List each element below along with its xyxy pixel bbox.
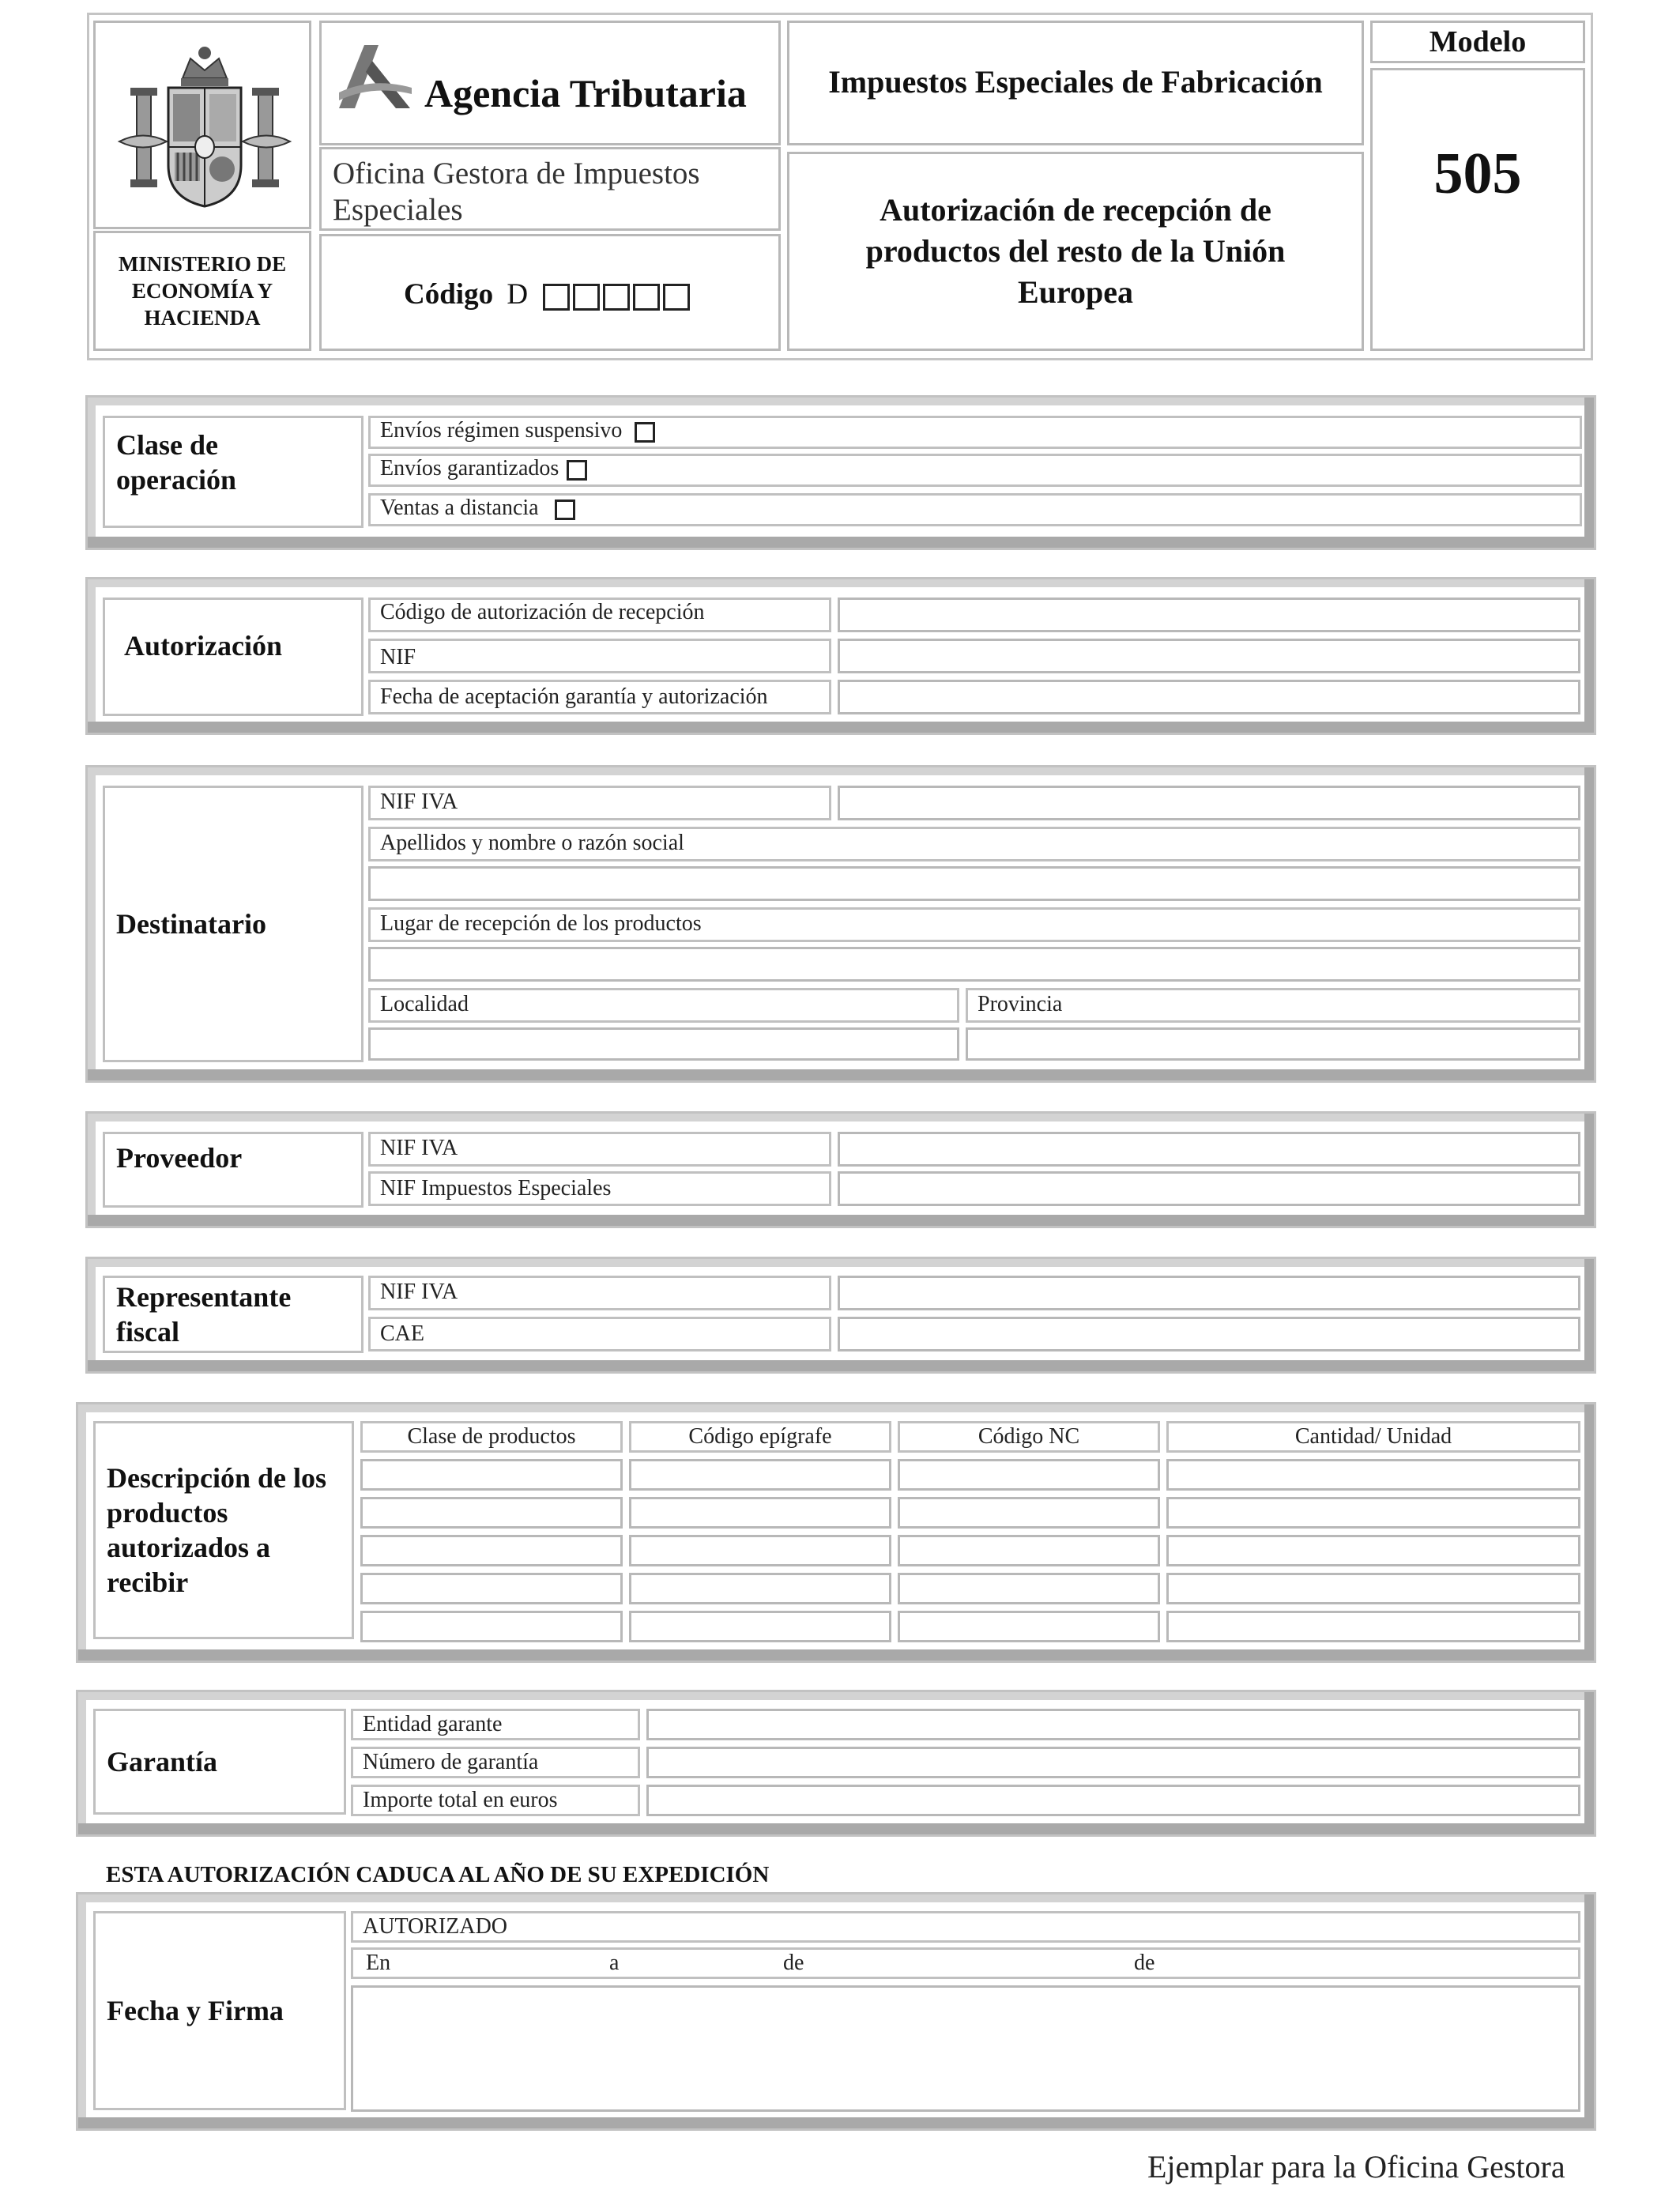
productos-cantidad-input-row-1[interactable] [1166,1459,1580,1491]
code-digit-box-1[interactable] [543,284,570,311]
autorizacion-field-nif-label: NIF [368,639,831,673]
destinatario-nif-iva-label: NIF IVA [368,786,831,820]
firma-de2-label: de [1134,1951,1155,1975]
firma-fecha-row [351,1947,1580,1979]
code-cell [319,234,781,351]
garantia-importe-input[interactable] [646,1785,1580,1816]
tax-title: Impuestos Especiales de Fabricación [828,63,1323,100]
autorizacion-title: Autorización [103,598,363,716]
tax-title-cell [787,21,1364,145]
productos-clase-input-row-5[interactable] [360,1611,623,1642]
agency-logo-icon [333,37,420,116]
productos-cantidad-input-row-5[interactable] [1166,1611,1580,1642]
productos-clase-input-row-4[interactable] [360,1573,623,1604]
garantia-numero-input[interactable] [646,1747,1580,1778]
representante-title: Representante fiscal [103,1276,363,1353]
autorizacion-field-fecha-label: Fecha de aceptación garantía y autorización [368,680,831,714]
productos-nc-input-row-2[interactable] [898,1497,1160,1529]
code-row [404,277,690,311]
autorizacion-nif-input[interactable] [838,639,1580,673]
productos-epigrafe-input-row-2[interactable] [629,1497,891,1529]
productos-clase-input-row-3[interactable] [360,1535,623,1566]
representante-cae-label: CAE [368,1317,831,1351]
productos-epigrafe-input-row-5[interactable] [629,1611,891,1642]
footer-copy-label: Ejemplar para la Oficina Gestora [1147,2149,1565,2185]
coat-of-arms-cell [93,21,311,229]
autorizacion-fecha-input[interactable] [838,680,1580,714]
destinatario-localidad-label: Localidad [368,988,959,1023]
representante-cae-input[interactable] [838,1317,1580,1351]
agency-name: Agencia Tributaria [424,71,747,115]
suspensivo-checkbox[interactable] [635,422,655,443]
productos-col-clase: Clase de productos [360,1421,623,1453]
proveedor-nif-iva-input[interactable] [838,1132,1580,1167]
ministry-cell [93,231,311,351]
coat-of-arms-icon [96,23,314,232]
productos-cantidad-input-row-2[interactable] [1166,1497,1580,1529]
garantia-entidad-input[interactable] [646,1709,1580,1740]
destinatario-nombre-label: Apellidos y nombre o razón social [368,827,1580,861]
destinatario-nif-iva-input[interactable] [838,786,1580,820]
productos-epigrafe-input-row-4[interactable] [629,1573,891,1604]
autorizacion-codigo-input[interactable] [838,598,1580,632]
firma-autorizado-label: AUTORIZADO [351,1911,1580,1943]
form-title: Autorización de recepción de productos del resto de la Unión Europea [865,192,1286,310]
firma-de1-label: de [783,1951,804,1975]
representante-nif-iva-input[interactable] [838,1276,1580,1310]
operacion-title: Clase de operación [103,416,363,528]
productos-col-cantidad: Cantidad/ Unidad [1166,1421,1580,1453]
destinatario-title: Destinatario [103,786,363,1062]
destinatario-localidad-input[interactable] [368,1027,959,1061]
code-digit-box-4[interactable] [633,284,660,311]
destinatario-lugar-input[interactable] [368,947,1580,982]
model-number-cell [1370,68,1585,351]
destinatario-nombre-input[interactable] [368,866,1580,901]
productos-col-nc: Código NC [898,1421,1160,1453]
productos-nc-input-row-3[interactable] [898,1535,1160,1566]
productos-nc-input-row-5[interactable] [898,1611,1160,1642]
firma-title: Fecha y Firma [93,1911,346,2110]
form-title-cell [787,152,1364,351]
code-prefix: D [507,278,529,311]
caducidad-notice: ESTA AUTORIZACIÓN CADUCA AL AÑO DE SU EXPEDICIÓN [106,1862,770,1887]
ministry-name: MINISTERIO DE ECONOMÍA Y HACIENDA [118,252,287,330]
proveedor-nif-ie-label: NIF Impuestos Especiales [368,1171,831,1206]
garantia-importe-label: Importe total en euros [351,1785,640,1816]
destinatario-provincia-input[interactable] [966,1027,1580,1061]
firma-signature-box[interactable] [351,1985,1580,2112]
autorizacion-field-codigo-label: Código de autorización de recepción [368,598,831,632]
proveedor-nif-ie-input[interactable] [838,1171,1580,1206]
productos-title: Descripción de los productos autorizados a recibir [93,1421,354,1639]
representante-nif-iva-label: NIF IVA [368,1276,831,1310]
code-label: Código [404,278,494,311]
productos-clase-input-row-2[interactable] [360,1497,623,1529]
garantia-numero-label: Número de garantía [351,1747,640,1778]
firma-en-label: En [366,1951,391,1975]
operacion-option-distancia: Ventas a distancia [368,493,1582,526]
model-label-cell [1370,21,1585,63]
productos-epigrafe-input-row-1[interactable] [629,1459,891,1491]
code-digit-box-2[interactable] [573,284,600,311]
office-name: Oficina Gestora de Impuestos Especiales [333,156,700,227]
office-cell [319,147,781,231]
agency-cell [319,21,781,145]
garantia-entidad-label: Entidad garante [351,1709,640,1740]
proveedor-nif-iva-label: NIF IVA [368,1132,831,1167]
code-digit-box-5[interactable] [663,284,690,311]
destinatario-lugar-label: Lugar de recepción de los productos [368,907,1580,942]
model-number: 505 [1433,141,1522,206]
operacion-option-suspensivo: Envíos régimen suspensivo [368,416,1582,449]
distancia-checkbox[interactable] [555,499,575,520]
productos-nc-input-row-1[interactable] [898,1459,1160,1491]
garantizados-checkbox[interactable] [567,460,587,481]
firma-a-label: a [609,1951,620,1975]
code-digit-box-3[interactable] [603,284,630,311]
productos-nc-input-row-4[interactable] [898,1573,1160,1604]
proveedor-title: Proveedor [103,1132,363,1208]
model-label: Modelo [1429,25,1527,58]
productos-col-epigrafe: Código epígrafe [629,1421,891,1453]
productos-clase-input-row-1[interactable] [360,1459,623,1491]
productos-cantidad-input-row-4[interactable] [1166,1573,1580,1604]
productos-epigrafe-input-row-3[interactable] [629,1535,891,1566]
productos-cantidad-input-row-3[interactable] [1166,1535,1580,1566]
operacion-option-garantizados: Envíos garantizados [368,454,1582,487]
destinatario-provincia-label: Provincia [966,988,1580,1023]
garantia-title: Garantía [93,1709,346,1815]
